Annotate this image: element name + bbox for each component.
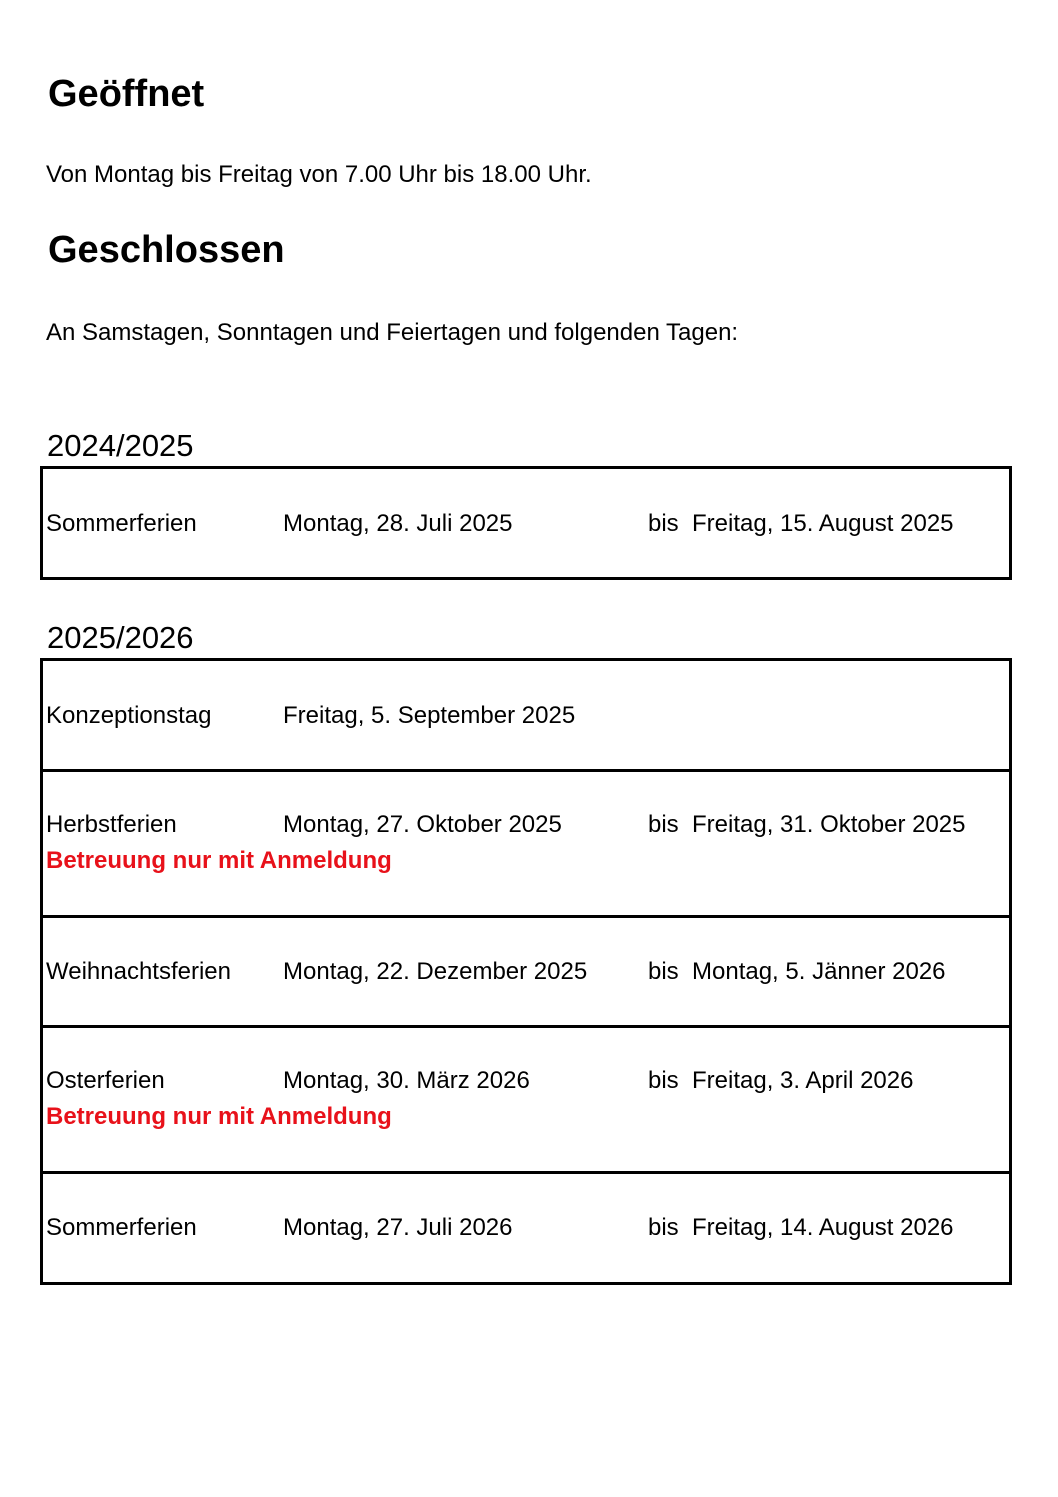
table-row	[43, 918, 1009, 1028]
school-year-label: 2025/2026	[47, 620, 194, 655]
period-start: Freitag, 5. September 2025	[283, 702, 576, 729]
period-end: Montag, 5. Jänner 2026	[692, 958, 946, 985]
closed-days-text: An Samstagen, Sonntagen und Feiertagen und folgenden Tagen:	[46, 319, 739, 346]
period-name: Osterferien	[46, 1067, 165, 1094]
registration-note: Betreuung nur mit Anmeldung	[46, 1103, 392, 1130]
period-bis: bis	[648, 958, 679, 985]
period-start: Montag, 22. Dezember 2025	[283, 958, 588, 985]
table-row	[43, 1174, 1009, 1282]
period-start: Montag, 27. Juli 2026	[283, 1214, 513, 1241]
closure-table-2025-2026	[40, 658, 1012, 1285]
period-start: Montag, 27. Oktober 2025	[283, 811, 562, 838]
period-start: Montag, 30. März 2026	[283, 1067, 530, 1094]
period-name: Weihnachtsferien	[46, 958, 231, 985]
period-bis: bis	[648, 811, 679, 838]
period-end: Freitag, 3. April 2026	[692, 1067, 914, 1094]
period-bis: bis	[648, 1214, 679, 1241]
period-name: Konzeptionstag	[46, 702, 212, 729]
table-row	[43, 469, 1009, 577]
period-bis: bis	[648, 510, 679, 537]
school-year-label: 2024/2025	[47, 428, 194, 463]
period-name: Sommerferien	[46, 510, 197, 537]
period-end: Freitag, 14. August 2026	[692, 1214, 954, 1241]
open-hours-text: Von Montag bis Freitag von 7.00 Uhr bis 18.00 Uhr.	[46, 161, 592, 188]
period-bis: bis	[648, 1067, 679, 1094]
table-row	[43, 772, 1009, 918]
period-name: Sommerferien	[46, 1214, 197, 1241]
open-heading: Geöffnet	[48, 73, 205, 115]
period-end: Freitag, 31. Oktober 2025	[692, 811, 966, 838]
period-end: Freitag, 15. August 2025	[692, 510, 954, 537]
closure-table-2024-2025	[40, 466, 1012, 580]
registration-note: Betreuung nur mit Anmeldung	[46, 847, 392, 874]
table-row	[43, 661, 1009, 772]
closed-heading: Geschlossen	[48, 229, 285, 271]
table-row	[43, 1028, 1009, 1174]
period-name: Herbstferien	[46, 811, 177, 838]
period-start: Montag, 28. Juli 2025	[283, 510, 513, 537]
